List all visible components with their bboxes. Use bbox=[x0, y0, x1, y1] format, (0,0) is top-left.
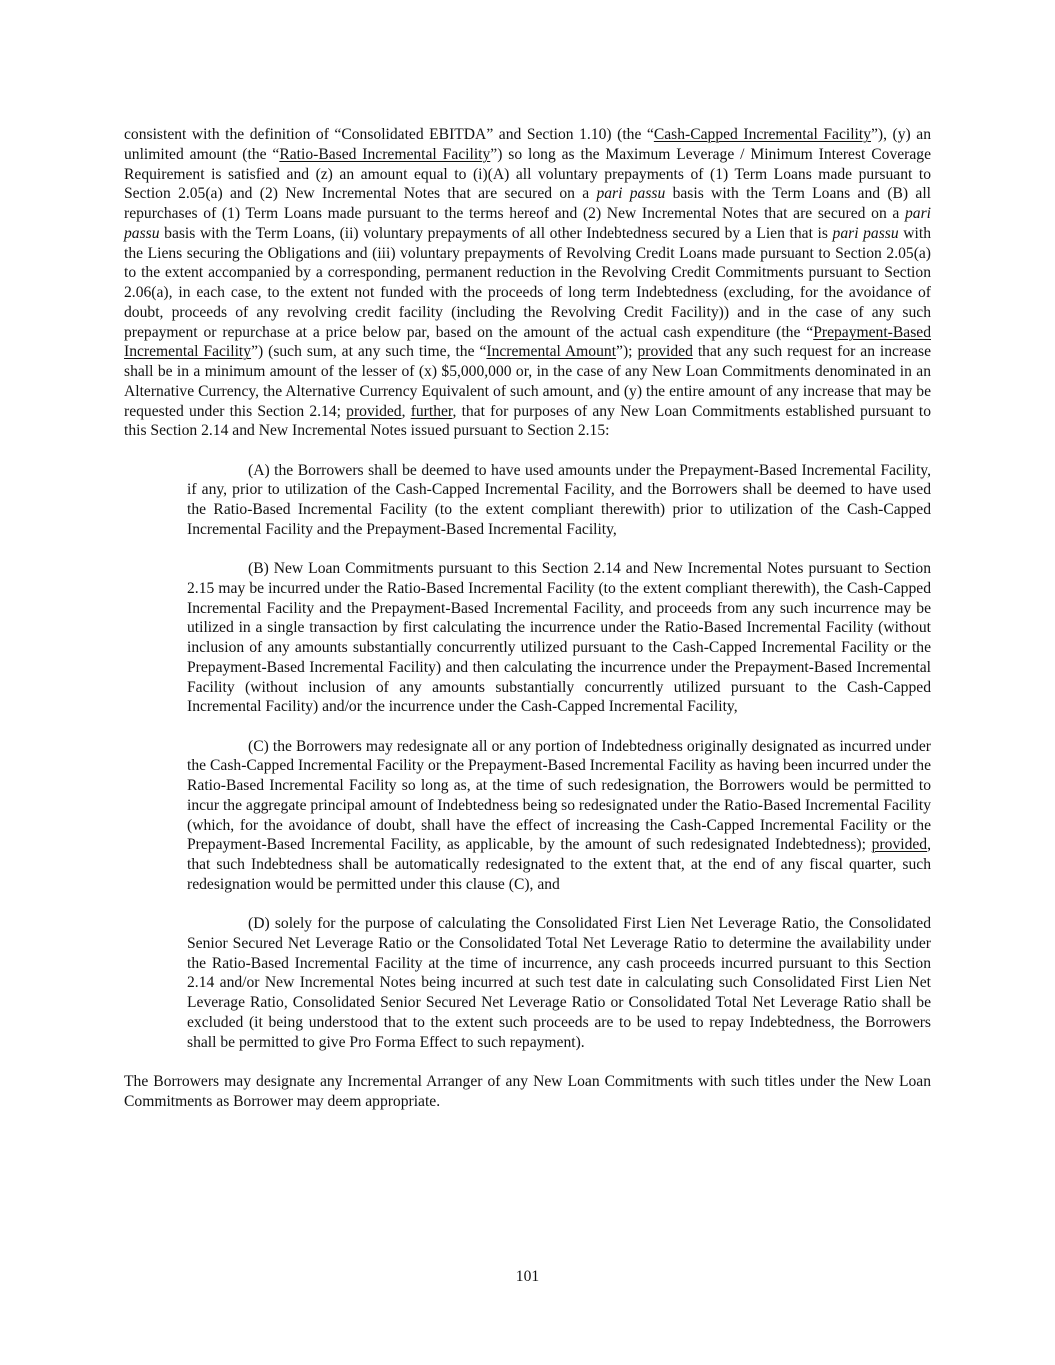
spacer bbox=[124, 540, 931, 560]
text-run: that any such request for an increase shall be in a minimum amount of the lesser of (x) $5,000,000 or, in the case of any New Loan Commitments denominated in an Alternative Currency, the Alternative Currency Equivalent of such amount, and (y) the entire amount of any increase that may be requested under this Section 2.14; bbox=[124, 343, 932, 420]
text-run: , that for purposes of any New Loan Commitments established pursuant to this Section 2.14 and New Incremental Notes issued pursuant to Section 2.15: bbox=[124, 402, 932, 440]
defined-term: provided bbox=[871, 836, 928, 854]
italic-phrase: pari passu bbox=[832, 224, 899, 242]
clause-c bbox=[187, 737, 931, 895]
text-run: with the Liens securing the Obligations and (iii) voluntary prepayments of Revolving Credit Loans made pursuant to Section 2.05(a) to the extent accompanied by a corresponding, permanent reduction in the Revolving Credit Commitments pursuant to Section 2.06(a), in each case, to the extent not funded with the proceeds of long term Indebtedness (excluding, for the avoidance of doubt, proceeds of any revolving credit facility (including the Revolving Credit Facility)) and in the case of any such prepayment or repurchase at a price below par, based on the amount of the actual cash expenditure (the “ bbox=[124, 224, 932, 341]
spacer bbox=[124, 895, 931, 915]
text-run: ”), (y) an unlimited amount (the “ bbox=[124, 126, 931, 163]
text-run: ”) so long as the Maximum Leverage / Minimum Interest Coverage Requirement is satisfied and (z) an amount equal to (i)(A) all voluntary prepayments of (1) Term Loans made pursuant to Section 2.05(a) and (2) New Incremental Notes that are secured on a bbox=[124, 145, 932, 203]
text-run: basis with the Term Loans, (ii) voluntary prepayments of all other Indebtedness secured by a Lien that is bbox=[159, 224, 833, 242]
spacer bbox=[124, 441, 931, 461]
text-run: , bbox=[401, 402, 411, 420]
page-number: 101 bbox=[515, 1268, 540, 1285]
text-run: (B) New Loan Commitments pursuant to this Section 2.14 and New Incremental Notes pursuant to Section 2.15 may be incurred under the Ratio-Based Incremental Facility (to the extent compliant therewith), the Cash-Capped Incremental Facility and the Prepayment-Based Incremental Facility, and proceeds from any such incurrence may be utilized in a single transaction by first calculating the incurrence under the Ratio-Based Incremental Facility (without inclusion of any amounts substantially concurrently utilized pursuant to the Cash-Capped Incremental Facility or the Prepayment-Based Incremental Facility) and then calculating the incurrence under the Prepayment-Based Incremental Facility (without inclusion of any amounts substantially concurrently utilized pursuant to the Cash-Capped Incremental Facility) and/or the incurrence under the Cash-Capped Incremental Facility, bbox=[187, 560, 931, 716]
defined-term: Prepayment-Based Incremental Facility bbox=[124, 323, 931, 361]
text-run: basis with the Term Loans and (B) all repurchases of (1) Term Loans made pursuant to the terms hereof and (2) New Incremental Notes that are secured on a bbox=[124, 185, 932, 222]
spacer bbox=[124, 717, 931, 737]
text-run: ”) (such sum, at any such time, the “ bbox=[251, 343, 487, 361]
clause-d bbox=[187, 914, 931, 1052]
paragraph-incremental-arranger bbox=[124, 1072, 931, 1112]
defined-term: Ratio-Based Incremental Facility bbox=[279, 145, 491, 163]
defined-term: provided bbox=[346, 402, 402, 420]
clause-b bbox=[187, 559, 931, 717]
spacer bbox=[124, 1052, 931, 1072]
clause-a bbox=[187, 461, 931, 540]
defined-term: further bbox=[410, 402, 453, 420]
text-run: ”); bbox=[616, 343, 638, 361]
defined-term: provided bbox=[637, 343, 693, 361]
text-run: (C) the Borrowers may redesignate all or any portion of Indebtedness originally designated as incurred under the Cash-Capped Incremental Facility or the Prepayment-Based Incremental Facility as having been incurred under the Ratio-Based Incremental Facility so long as, at the time of such redesignation, the Borrowers would be permitted to incur the aggregate principal amount of Indebtedness being so redesignated under the Ratio-Based Incremental Facility (which, for the avoidance of doubt, shall have the effect of increasing the Cash-Capped Incremental Facility or the Prepayment-Based Incremental Facility, as applicable, by the amount of such redesignated Indebtedness); bbox=[187, 737, 931, 854]
text-run: The Borrowers may designate any Incremental Arranger of any New Loan Commitments with such titles under the New Loan Commitments as Borrower may deem appropriate. bbox=[124, 1072, 931, 1110]
text-run: consistent with the definition of “Consolidated EBITDA” and Section 1.10) (the “ bbox=[124, 126, 654, 143]
italic-phrase: pari passu bbox=[124, 205, 931, 242]
document-page bbox=[124, 125, 931, 1111]
paragraph-incremental-amount bbox=[124, 125, 931, 441]
defined-term: Cash-Capped Incremental Facility bbox=[653, 126, 872, 143]
text-run: (A) the Borrowers shall be deemed to have used amounts under the Prepayment-Based Incremental Facility, if any, prior to utilization of the Cash-Capped Incremental Facility, and the Borrowers shall be deemed to have used the Ratio-Based Incremental Facility (to the extent compliant therewith) prior to utilization of the Cash-Capped Incremental Facility and the Prepayment-Based Incremental Facility, bbox=[187, 461, 931, 538]
italic-phrase: pari passu bbox=[596, 185, 666, 203]
text-run: (D) solely for the purpose of calculating the Consolidated First Lien Net Leverage Ratio, the Consolidated Senior Secured Net Leverage Ratio or the Consolidated Total Net Leverage Ratio to determine the availability under the Ratio-Based Incremental Facility at the time of incurrence, any cash proceeds incurred pursuant to this Section 2.14 and/or New Incremental Notes being incurred at such test date in calculating such Consolidated First Lien Net Leverage Ratio, Consolidated Senior Secured Net Leverage Ratio or Consolidated Total Net Leverage Ratio shall be excluded (it being understood that to the extent such proceeds are to be used to repay Indebtedness, the Borrowers shall be permitted to give Pro Forma Effect to such repayment). bbox=[187, 915, 931, 1051]
defined-term: Incremental Amount bbox=[486, 343, 617, 361]
text-run: , that such Indebtedness shall be automatically redesignated to the extent that, at the end of any fiscal quarter, such redesignation would be permitted under this clause (C), and bbox=[187, 836, 931, 893]
